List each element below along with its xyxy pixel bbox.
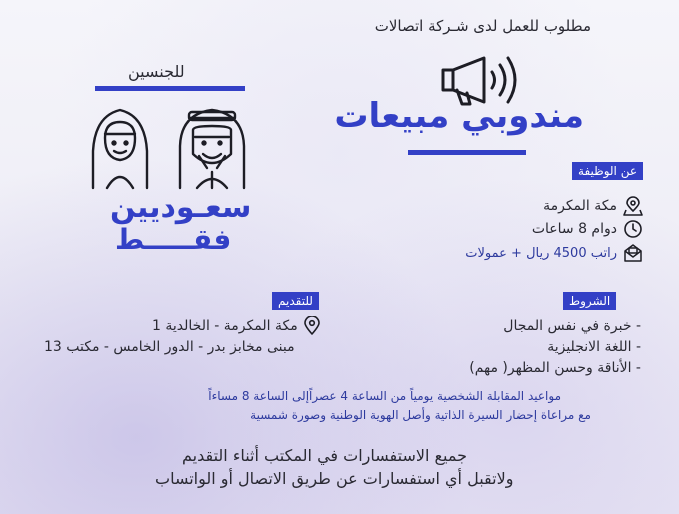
condition-item: - الأناقة وحسن المظهر( مهم) (469, 360, 641, 376)
footer-line2: ولاتقبل أي استفسارات عن طريق الاتصال أو الواتساب (155, 469, 514, 488)
job-location (543, 196, 643, 216)
apply-address-line2: مبنى مخابز بدر - الدور الخامس - مكتب 13 (44, 339, 295, 355)
interview-times: مواعيد المقابلة الشخصية يومياً من الساعة 4 عصراًإلى الساعة 8 مساءاً (208, 389, 561, 403)
job-salary-text: راتب 4500 ريال + عمولات (465, 245, 617, 261)
ad-title: مندوبي مبيعات (334, 96, 584, 136)
apply-address-line1 (152, 316, 322, 336)
saudis-only-line2: فقـــــط (115, 223, 232, 256)
ad-subtitle: مطلوب للعمل لدى شـركة اتصالات (374, 17, 591, 35)
conditions-section-badge: الشروط (563, 292, 616, 310)
money-envelope-icon (623, 243, 643, 263)
clock-icon (623, 219, 643, 239)
apply-section-badge: للتقديم (272, 292, 319, 310)
job-hours-text: دوام 8 ساعات (531, 221, 617, 237)
job-location-text: مكة المكرمة (543, 198, 617, 214)
genders-label: للجنسين (128, 62, 185, 81)
saudis-only-line1: سعـوديين (110, 190, 252, 225)
condition-item: - اللغة الانجليزية (547, 339, 641, 355)
location-pin-icon (623, 196, 643, 216)
interview-documents-note: مع مراعاة إحضار السيرة الذاتية وأصل الهوية الوطنية وصورة شمسية (250, 408, 591, 422)
genders-bar (95, 86, 245, 91)
job-hours (532, 219, 643, 239)
saudi-man-woman-icon (85, 96, 255, 191)
condition-item: - خبرة في نفس المجال (503, 318, 641, 334)
title-underline (408, 150, 526, 155)
job-salary (465, 243, 643, 263)
apply-address-line1-text: مكة المكرمة - الخالدية 1 (152, 318, 298, 334)
footer-line1: جميع الاستفسارات في المكتب أثناء التقديم (182, 446, 467, 465)
location-pin-icon (302, 316, 322, 336)
job-section-badge: عن الوظيفة (572, 162, 643, 180)
